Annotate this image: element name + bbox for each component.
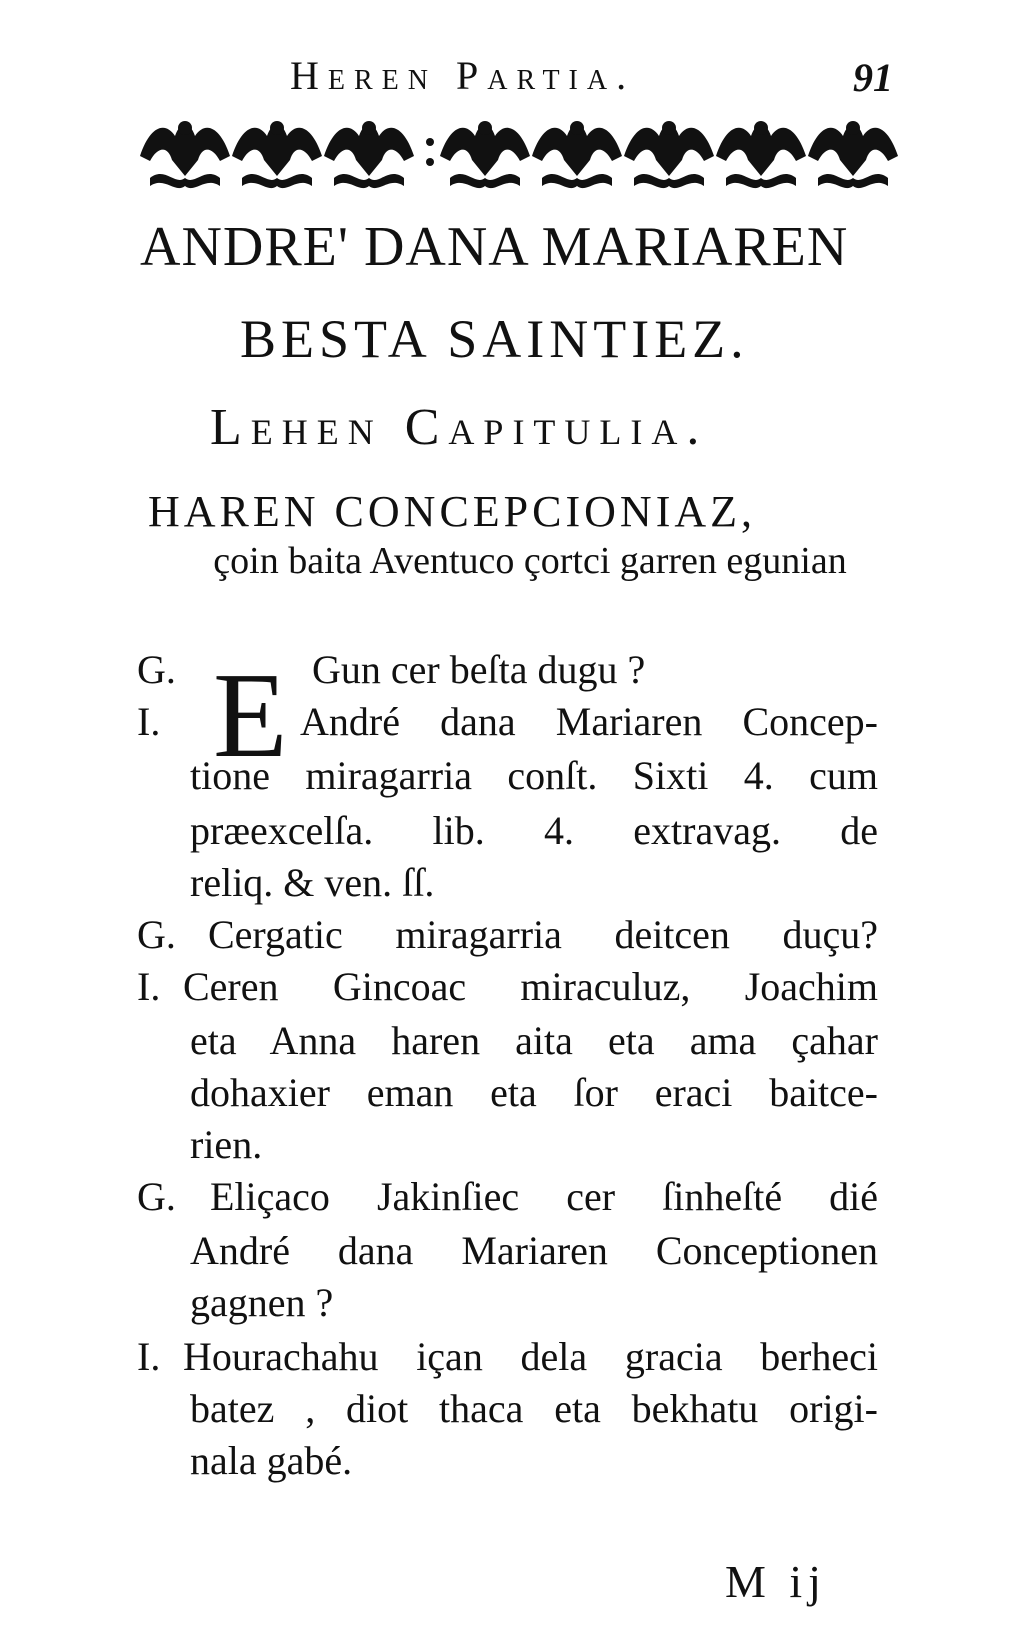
signature-mark: M ij (725, 1556, 827, 1607)
text-line: Gun cer beſta dugu ? (312, 647, 646, 692)
title-line-2: BESTA SAINTIEZ. (240, 309, 749, 369)
ornament-band-icon (140, 112, 920, 190)
chapter-heading: Lehen Capitulia. (210, 399, 709, 456)
section-heading: HAREN CONCEPCIONIAZ, (148, 487, 756, 536)
text-line: André dana Mariaren Concep- (300, 699, 878, 744)
speaker-label: I. (137, 1334, 161, 1379)
section-subtitle: çoin baita Aventuco çortci garren egunian (213, 540, 847, 582)
text-line: nala gabé. (190, 1438, 353, 1483)
speaker-label: G. (137, 912, 176, 957)
text-line: eta Anna haren aita eta ama çahar (190, 1018, 878, 1063)
text-line: præexcelſa. lib. 4. extravag. de (190, 808, 878, 853)
text-line: gagnen ? (190, 1280, 334, 1325)
text-line: dohaxier eman eta ſor eraci baitce- (190, 1070, 878, 1115)
running-header: Heren Partia. (290, 53, 636, 98)
text-line: tione miragarria conſt. Sixti 4. cum (190, 753, 878, 798)
speaker-label: G. (137, 647, 176, 692)
text-line: reliq. & ven. ſſ. (190, 860, 435, 905)
text-line: Cergatic miragarria deitcen duçu? (208, 912, 878, 957)
text-line: Ceren Gincoac miraculuz, Joachim (183, 964, 878, 1009)
text-line: batez , diot thaca eta bekhatu origi- (190, 1386, 878, 1431)
text-line: Eliçaco Jakinſiec cer ſinheſté dié (210, 1174, 878, 1219)
speaker-label: I. (137, 964, 161, 1009)
title-line-1: ANDRE' DANA MARIAREN (140, 216, 849, 278)
drop-cap: E (213, 648, 288, 783)
text-line: rien. (190, 1122, 263, 1167)
speaker-label: I. (137, 699, 161, 744)
text-line: André dana Mariaren Conceptionen (190, 1228, 878, 1273)
text-line: Hourachahu içan dela gracia berheci (183, 1334, 878, 1379)
page-number: 91 (853, 55, 893, 100)
speaker-label: G. (137, 1174, 176, 1219)
